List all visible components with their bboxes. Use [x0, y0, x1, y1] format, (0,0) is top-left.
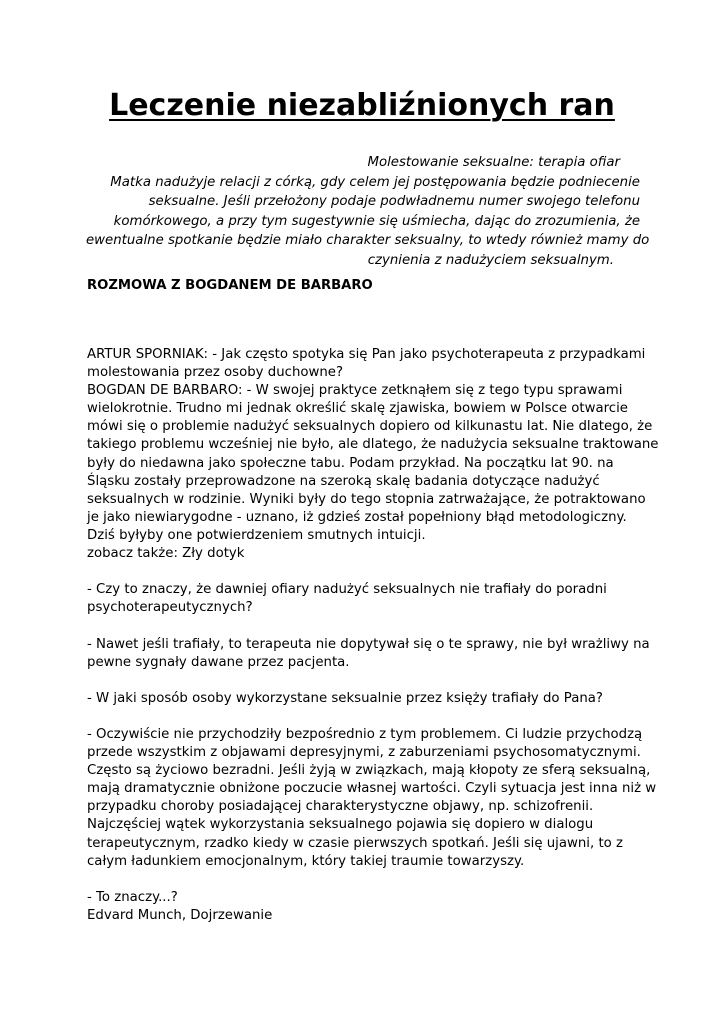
body-line: ARTUR SPORNIAK: - Jak często spotyka się Pan jako psychoterapeuta z przypadkami [87, 347, 646, 362]
blank-line [87, 871, 647, 889]
blank-line [87, 617, 647, 635]
body-line: - Oczywiście nie przychodziły bezpośrednio z tym problemem. Ci ludzie przychodzą [87, 726, 643, 742]
section-heading: ROZMOWA Z BOGDANEM DE BARBARO [87, 278, 373, 293]
body-line: - Czy to znaczy, że dawniej ofiary nadużyć seksualnych nie trafiały do poradni [87, 582, 607, 598]
body-line: molestowania przez osoby duchowne? [87, 365, 344, 381]
body-line: mówi się o problemie nadużyć seksualnych dopiero od kilkunastu lat. Nie dlatego, że [87, 419, 653, 435]
document-title [0, 86, 724, 126]
body-line: mają dramatycznie obniżone poczucie własnej wartości. Czyli sytuacja jest inna niż w [87, 781, 657, 797]
blank-line [87, 672, 647, 690]
lead-subtitle: Molestowanie seksualne: terapia ofiar [367, 155, 620, 170]
blank-line [87, 563, 647, 581]
lead-line: ewentualne spotkanie będzie miało charakter seksualny, to wtedy również mamy do [86, 233, 650, 248]
see-also-link[interactable]: zobacz także: Zły dotyk [87, 546, 245, 562]
body-line: psychoterapeutycznych? [87, 600, 253, 616]
lead-paragraph [86, 153, 650, 270]
body-line: przypadku choroby posiadającej charakterystyczne objawy, np. schizofrenii. [87, 799, 594, 815]
body-line: terapeutycznym, rzadko kiedy w czasie pierwszych spotkań. Jeśli się ujawni, to z [87, 835, 623, 851]
image-caption: Edvard Munch, Dojrzewanie [87, 907, 273, 923]
body-line: Najczęściej wątek wykorzystania seksualnego pojawia się dopiero w dialogu [87, 817, 594, 833]
body-line: BOGDAN DE BARBARO: - W swojej praktyce zetknąłem się z tego typu sprawami [87, 383, 623, 399]
blank-line [87, 708, 647, 726]
body-line: wielokrotnie. Trudno mi jednak określić skalę zjawiska, bowiem w Polsce otwarcie [87, 401, 628, 417]
body-line: Często są życiowo bezradni. Jeśli żyją w związkach, mają kłopoty ze sferą seksualną, [87, 763, 651, 779]
document-title-text: Leczenie niezabliźnionych ran [109, 88, 615, 123]
lead-line: czynienia z nadużyciem seksualnym. [367, 252, 614, 268]
lead-line: komórkowego, a przy tym sugestywnie się uśmiecha, dając do zrozumienia, że [113, 213, 640, 229]
body-line: je jako niewiarygodne - uznano, iż gdzieś został popełniony błąd metodologiczny. [87, 509, 627, 525]
body-line: Dziś byłyby one potwierdzeniem smutnych intuicji. [87, 527, 426, 543]
interview-body [87, 346, 659, 925]
body-line: - To znaczy...? [87, 889, 178, 905]
body-line: - Nawet jeśli trafiały, to terapeuta nie dopytywał się o te sprawy, nie był wrażliwy na [87, 636, 650, 652]
lead-line: Matka nadużyje relacji z córką, gdy celem jej postępowania będzie podniecenie [110, 174, 640, 190]
body-line: przede wszystkim z objawami depresyjnymi, z zaburzeniami psychosomatycznymi. [87, 745, 641, 761]
body-line: Śląsku zostały przeprowadzone na szeroką skalę badania dotyczące nadużyć [87, 473, 600, 489]
body-line: były do niedawna jako społeczne tabu. Podam przykład. Na początku lat 90. na [87, 455, 614, 471]
body-line: seksualnych w rodzinie. Wyniki były do tego stopnia zatrważające, że potraktowano [87, 491, 646, 507]
body-line: - W jaki sposób osoby wykorzystane seksualnie przez księży trafiały do Pana? [87, 690, 603, 706]
body-line: całym ładunkiem emocjonalnym, który takiej traumie towarzyszy. [87, 853, 525, 869]
body-line: takiego problemu wcześniej nie było, ale dlatego, że nadużycia seksualne traktowane [87, 437, 659, 453]
body-line: pewne sygnały dawane przez pacjenta. [87, 654, 350, 670]
lead-line: seksualne. Jeśli przełożony podaje podwładnemu numer swojego telefonu [148, 194, 640, 209]
